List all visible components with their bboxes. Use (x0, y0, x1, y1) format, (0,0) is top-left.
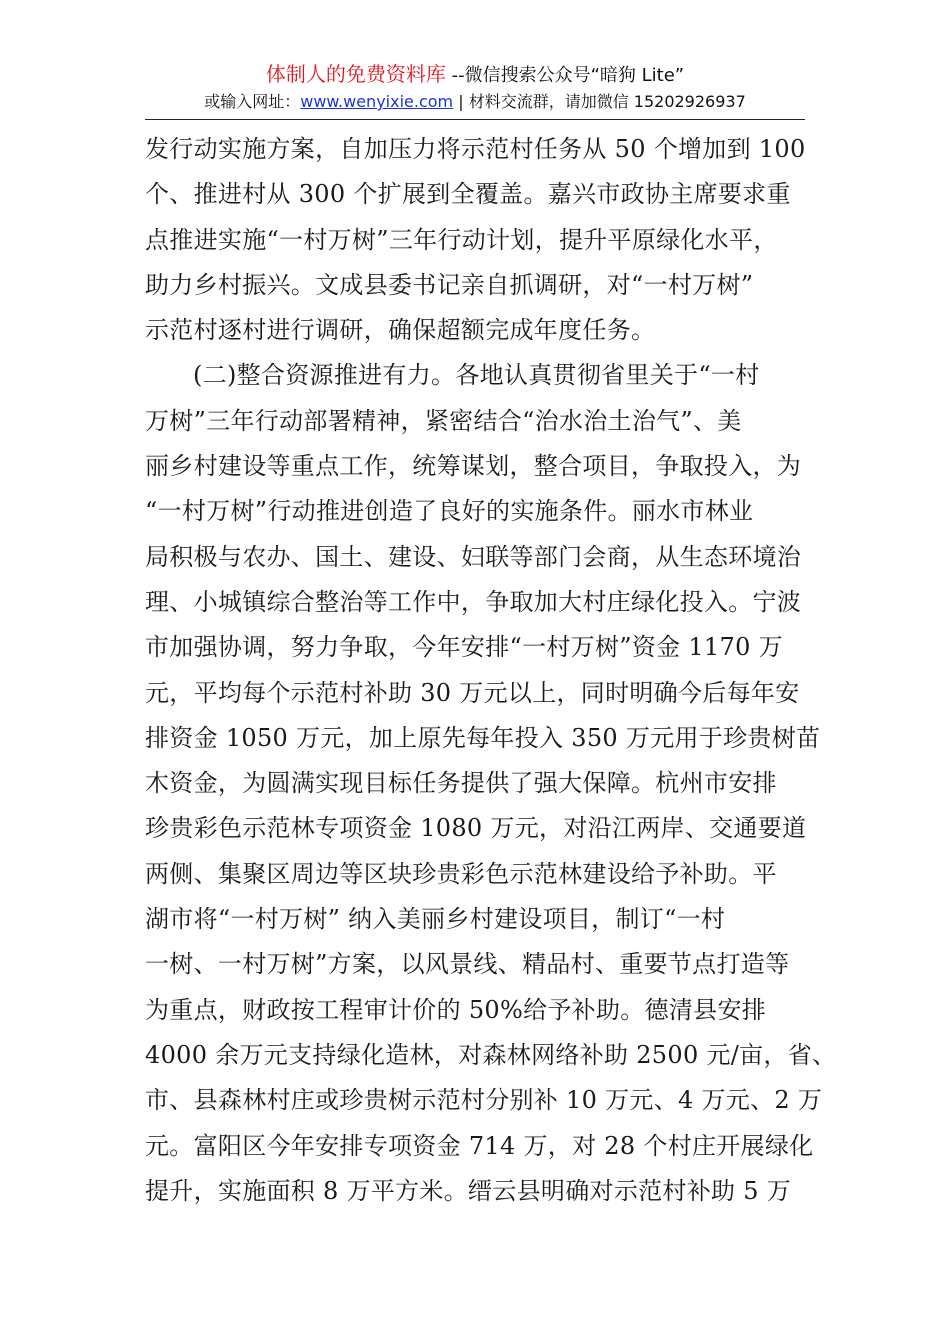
body-line: 市、县森林村庄或珍贵树示范村分别补 10 万元、4 万元、2 万 (145, 1086, 823, 1115)
url-prefix: 或输入网址： (204, 92, 301, 111)
body-line: 两侧、集聚区周边等区块珍贵彩色示范林建设给予补助。平 (145, 859, 777, 888)
body-line: 一树、一村万树”方案，以风景线、精品村、重要节点打造等 (145, 950, 790, 979)
brand-title: 体制人的免费资料库 (265, 62, 446, 86)
body-line: 珍贵彩色示范林专项资金 1080 万元，对沿江两岸、交通要道 (145, 814, 807, 843)
body-line: 市加强协调，努力争取，今年安排“一村万树”资金 1170 万 (145, 633, 783, 662)
body-line: 元。富阳区今年安排专项资金 714 万，对 28 个村庄开展绿化 (145, 1131, 814, 1160)
section-heading-line: (二)整合资源推进有力。各地认真贯彻省里关于“一村 (193, 361, 760, 390)
document-body (145, 127, 837, 1214)
body-line: 发行动实施方案，自加压力将示范村任务从 50 个增加到 100 (145, 135, 806, 163)
body-line: 个、推进村从 300 个扩展到全覆盖。嘉兴市政协主席要求重 (145, 180, 791, 209)
body-line: 示范村逐村进行调研，确保超额完成年度任务。 (145, 316, 656, 345)
header-tagline: --微信搜索公众号“暗狗 Lite” (445, 65, 685, 86)
body-line: 元，平均每个示范村补助 30 万元以上，同时明确今后每年安 (145, 678, 800, 707)
header-divider (145, 119, 805, 120)
page-header (0, 62, 950, 114)
body-line: 木资金，为圆满实现目标任务提供了强大保障。杭州市安排 (145, 769, 777, 798)
body-line: 为重点，财政按工程审计价的 50%给予补助。德清县安排 (145, 995, 767, 1024)
body-line: 助力乡村振兴。文成县委书记亲自抓调研，对“一村万树” (145, 270, 754, 299)
body-line: 局积极与农办、国土、建设、妇联等部门会商，从生态环境治 (145, 542, 802, 571)
body-line: 点推进实施“一村万树”三年行动计划，提升平原绿化水平， (145, 225, 778, 254)
header-contact-line (0, 90, 950, 114)
body-line: 湖市将“一村万树” 纳入美丽乡村建设项目，制订“一村 (145, 905, 726, 934)
body-line: 万树”三年行动部署精神，紧密结合“治水治土治气”、美 (145, 406, 742, 435)
header-title-line (0, 62, 950, 88)
body-line: 4000 余万元支持绿化造林，对森林网络补助 2500 元/亩，省、 (145, 1040, 837, 1069)
contact-info: | 材料交流群，请加微信 15202926937 (453, 92, 746, 111)
body-line: 排资金 1050 万元，加上原先每年投入 350 万元用于珍贵树苗 (145, 723, 821, 752)
body-line: 提升，实施面积 8 万平方米。缙云县明确对示范村补助 5 万 (145, 1176, 792, 1205)
body-line: 丽乡村建设等重点工作，统筹谋划，整合项目，争取投入，为 (145, 452, 802, 481)
body-line: “一村万树”行动推进创造了良好的实施条件。丽水市林业 (145, 497, 754, 526)
website-link[interactable]: www.wenyixie.com (300, 92, 454, 111)
body-line: 理、小城镇综合整治等工作中，争取加大村庄绿化投入。宁波 (145, 587, 802, 616)
